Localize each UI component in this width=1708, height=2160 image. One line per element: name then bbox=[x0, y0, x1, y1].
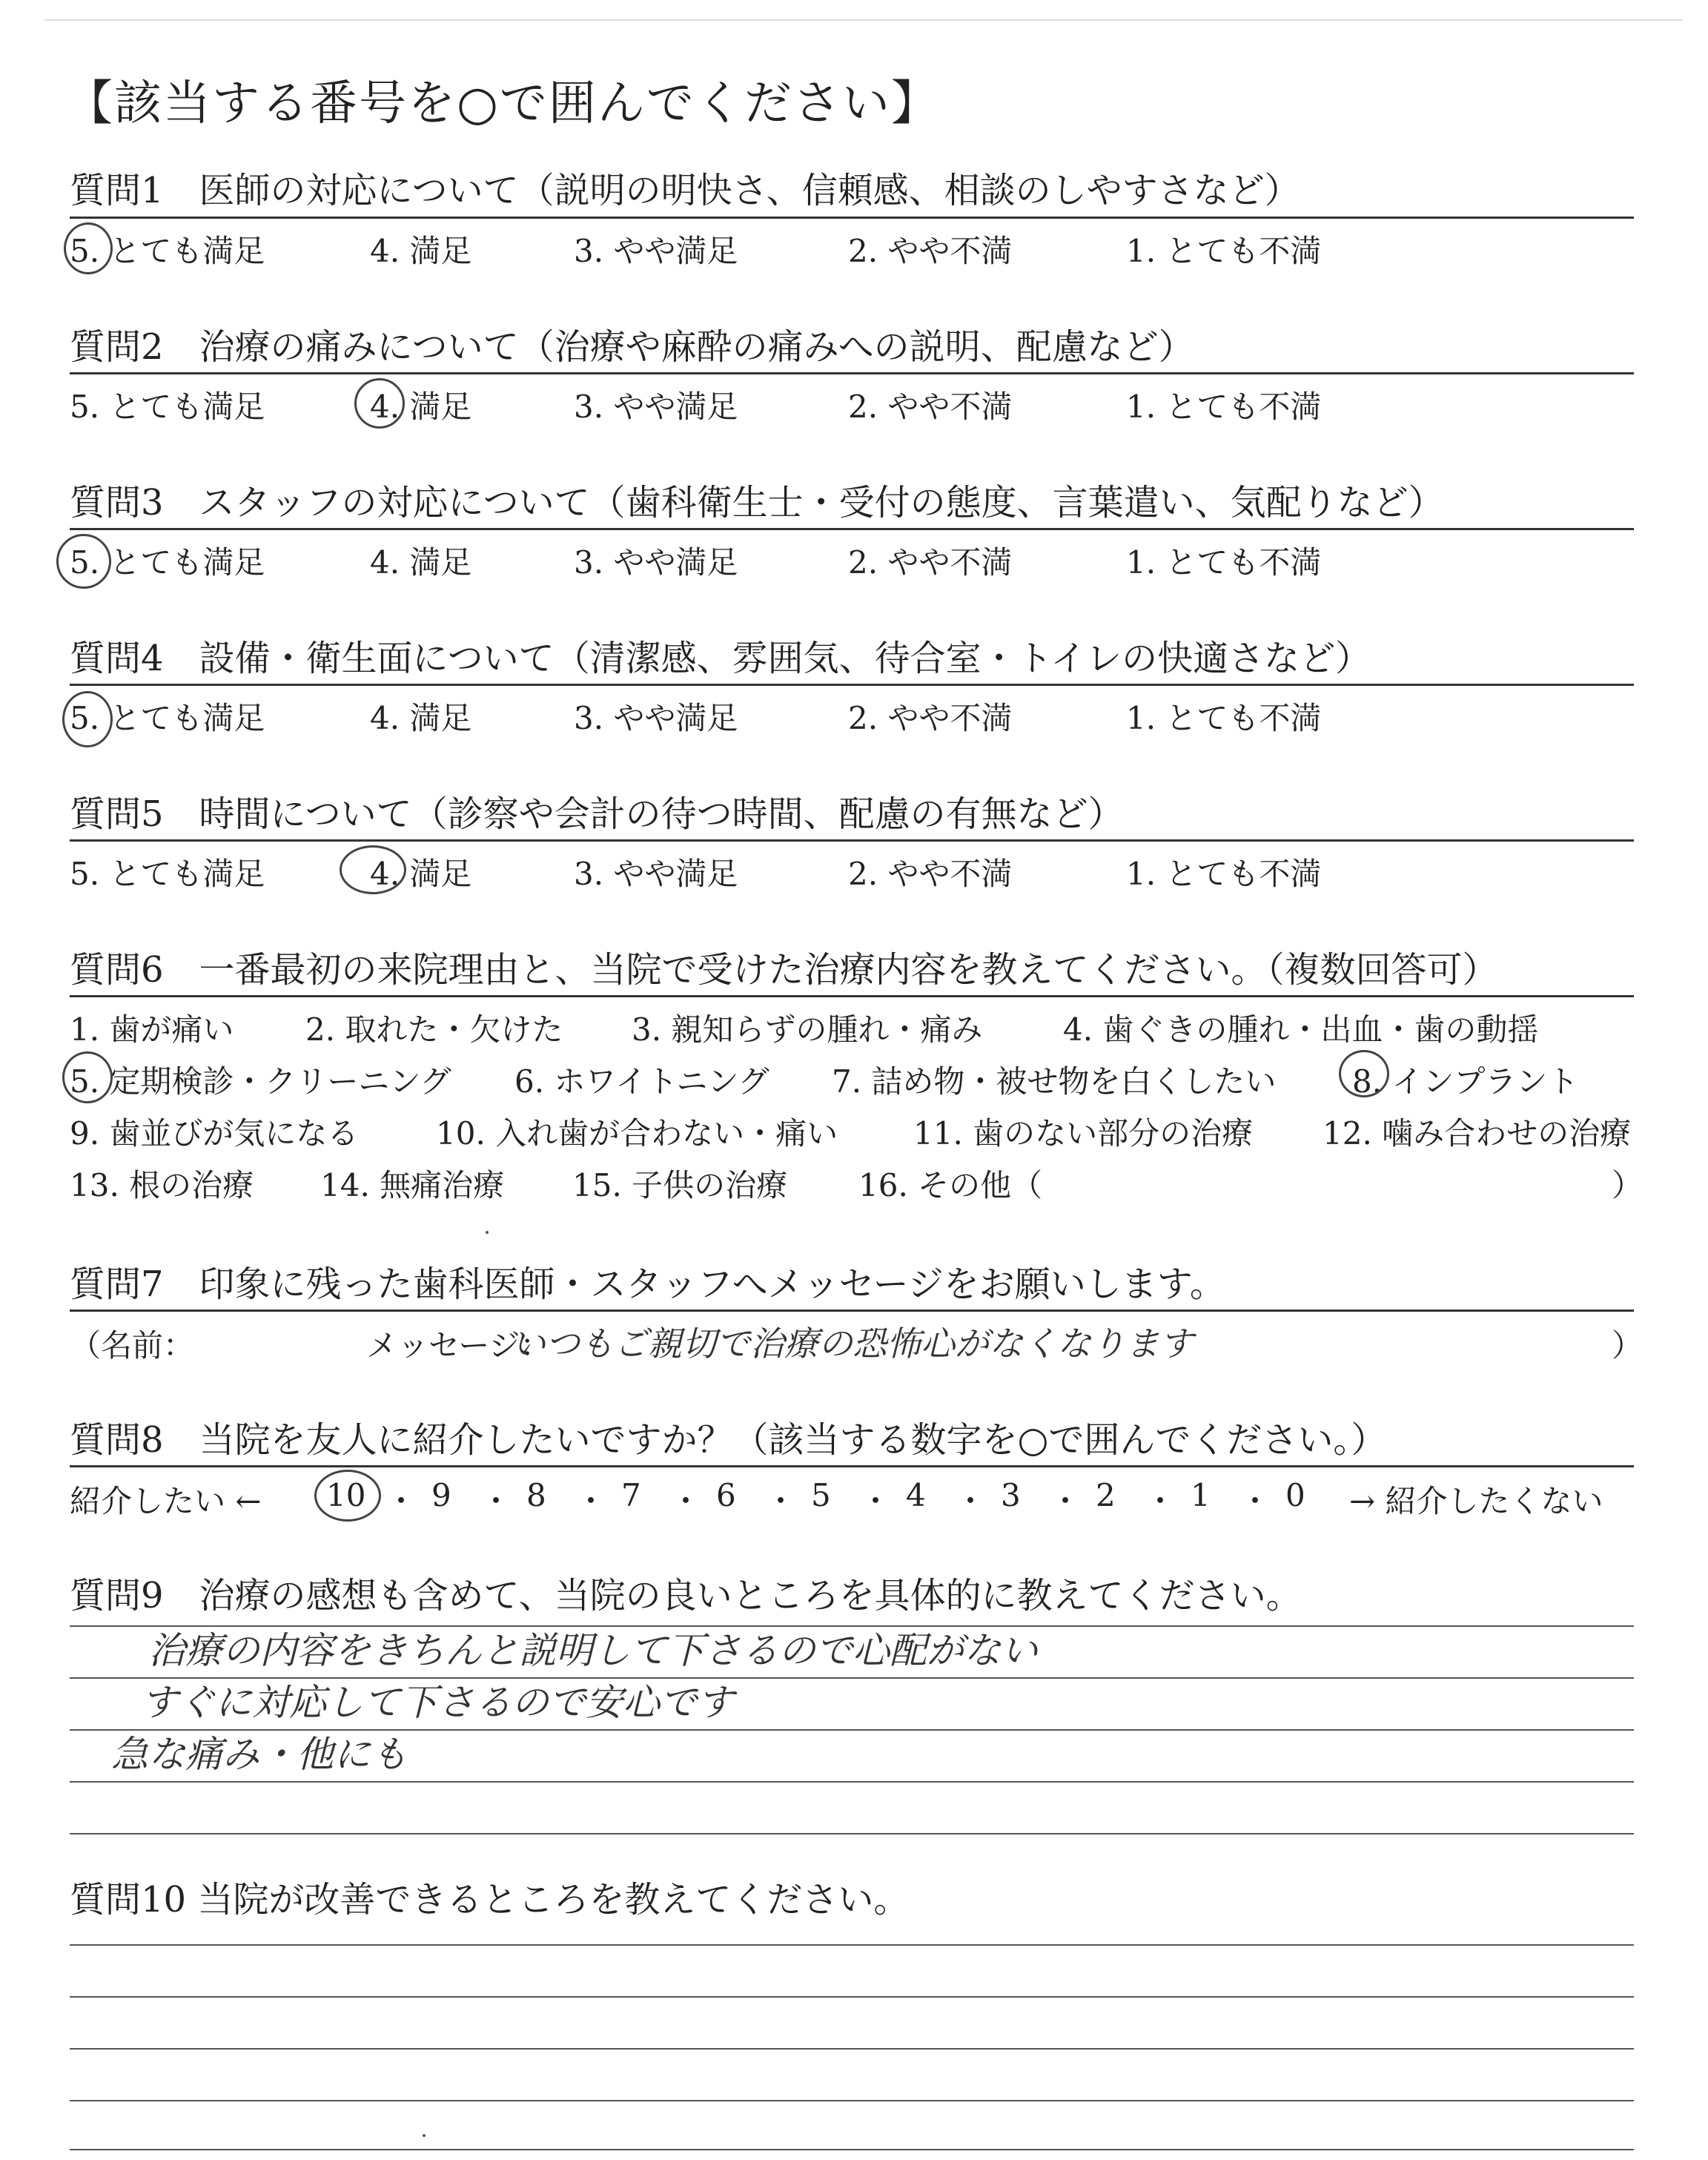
selection-circle bbox=[314, 1470, 381, 1522]
question-9-text: 質問9 治療の感想も含めて、当院の良いところを具体的に教えてください。 bbox=[70, 1575, 1302, 1616]
selection-circle bbox=[340, 845, 406, 894]
reason-16[interactable]: 16. その他（ bbox=[858, 1167, 1043, 1203]
option-4[interactable]: 4. 満足 bbox=[370, 389, 472, 425]
option-2[interactable]: 2. やや不満 bbox=[848, 389, 1013, 425]
reason-14[interactable]: 14. 無痛治療 bbox=[320, 1167, 505, 1203]
selection-circle bbox=[62, 1051, 113, 1103]
handwritten-line-3: 急な痛み・他にも bbox=[111, 1733, 408, 1776]
scan-speck bbox=[423, 2134, 426, 2137]
close-paren: ） bbox=[1612, 1167, 1644, 1203]
question-7-rule bbox=[70, 1309, 1634, 1312]
question-3 bbox=[70, 479, 1634, 526]
question-1-rule bbox=[70, 217, 1634, 219]
question-8 bbox=[70, 1416, 1634, 1464]
question-2 bbox=[70, 323, 1634, 371]
reason-10[interactable]: 10. 入れ歯が合わない・痛い bbox=[436, 1115, 838, 1152]
answer-line bbox=[70, 2048, 1634, 2050]
handwritten-line-2: すぐに対応して下さるので安心です bbox=[141, 1681, 734, 1724]
question-1-text: 質問1 医師の対応について（説明の明快さ、信頼感、相談のしやすさなど） bbox=[70, 170, 1300, 211]
question-4 bbox=[70, 635, 1634, 682]
message-label: メッセージ： bbox=[366, 1327, 552, 1364]
answer-line bbox=[70, 1833, 1634, 1834]
scale-separator: ・ bbox=[765, 1483, 797, 1519]
reason-13[interactable]: 13. 根の治療 bbox=[70, 1167, 254, 1203]
option-5[interactable]: 5. とても満足 bbox=[70, 389, 265, 425]
option-3[interactable]: 3. やや満足 bbox=[574, 389, 738, 425]
question-7 bbox=[70, 1261, 1634, 1308]
selection-circle bbox=[64, 222, 113, 274]
scale-value-8[interactable]: 8 bbox=[526, 1477, 546, 1513]
option-3[interactable]: 3. やや満足 bbox=[574, 700, 738, 736]
reason-6[interactable]: 6. ホワイトニング bbox=[514, 1063, 769, 1100]
instruction-title: 【該当する番号を○で囲んでください】 bbox=[65, 76, 940, 131]
question-1-options bbox=[70, 227, 1634, 271]
handwritten-message: いつもご親切で治療の恐怖心がなくなります bbox=[512, 1324, 1194, 1364]
question-5-text: 質問5 時間について（診察や会計の待つ時間、配慮の有無など） bbox=[70, 793, 1124, 835]
reason-8[interactable]: 8. インプラント bbox=[1352, 1063, 1579, 1100]
option-5[interactable]: 5. とても満足 bbox=[70, 544, 265, 581]
scale-separator: ・ bbox=[955, 1483, 987, 1519]
option-2[interactable]: 2. やや不満 bbox=[848, 856, 1013, 892]
scale-value-7[interactable]: 7 bbox=[621, 1477, 641, 1513]
answer-line bbox=[70, 1996, 1634, 1998]
reason-2[interactable]: 2. 取れた・欠けた bbox=[305, 1011, 563, 1048]
scale-value-3[interactable]: 3 bbox=[1001, 1477, 1021, 1513]
option-4[interactable]: 4. 満足 bbox=[370, 233, 472, 269]
handwritten-line-1: 治療の内容をきちんと説明して下さるので心配がない bbox=[148, 1629, 1038, 1672]
reason-1[interactable]: 1. 歯が痛い bbox=[70, 1011, 234, 1048]
scale-separator: ・ bbox=[670, 1483, 702, 1519]
option-3[interactable]: 3. やや満足 bbox=[574, 544, 738, 581]
question-9 bbox=[70, 1572, 1634, 1619]
question-6 bbox=[70, 946, 1634, 994]
question-5 bbox=[70, 790, 1634, 838]
scale-value-9[interactable]: 9 bbox=[431, 1477, 451, 1513]
reason-11[interactable]: 11. 歯のない部分の治療 bbox=[913, 1115, 1254, 1152]
question-2-text: 質問2 治療の痛みについて（治療や麻酔の痛みへの説明、配慮など） bbox=[70, 326, 1194, 368]
reason-15[interactable]: 15. 子供の治療 bbox=[572, 1167, 788, 1203]
question-4-options bbox=[70, 694, 1634, 739]
reason-3[interactable]: 3. 親知らずの腫れ・痛み bbox=[632, 1011, 983, 1048]
question-2-options bbox=[70, 383, 1634, 427]
answer-line bbox=[70, 1781, 1634, 1783]
scale-value-2[interactable]: 2 bbox=[1096, 1477, 1116, 1513]
question-5-rule bbox=[70, 839, 1634, 842]
recommend-right-label: → 紹介したくない bbox=[1349, 1483, 1603, 1519]
question-7-text: 質問7 印象に残った歯科医師・スタッフへメッセージをお願いします。 bbox=[70, 1264, 1225, 1305]
scale-separator: ・ bbox=[575, 1483, 607, 1519]
option-1[interactable]: 1. とても不満 bbox=[1126, 856, 1322, 892]
option-2[interactable]: 2. やや不満 bbox=[848, 700, 1013, 736]
question-5-options bbox=[70, 850, 1634, 894]
option-4[interactable]: 4. 満足 bbox=[370, 544, 472, 581]
question-6-text: 質問6 一番最初の来院理由と、当院で受けた治療内容を教えてください。（複数回答可） bbox=[70, 949, 1498, 991]
reason-9[interactable]: 9. 歯並びが気になる bbox=[70, 1115, 359, 1152]
scale-separator: ・ bbox=[385, 1483, 417, 1519]
selection-circle bbox=[56, 534, 111, 589]
answer-line bbox=[70, 1944, 1634, 1946]
option-2[interactable]: 2. やや不満 bbox=[848, 233, 1013, 269]
option-3[interactable]: 3. やや満足 bbox=[574, 856, 738, 892]
selection-circle bbox=[1339, 1050, 1389, 1097]
selection-circle bbox=[354, 378, 405, 429]
scale-value-1[interactable]: 1 bbox=[1191, 1477, 1211, 1513]
reason-7[interactable]: 7. 詰め物・被せ物を白くしたい bbox=[832, 1063, 1277, 1100]
scale-value-0[interactable]: 0 bbox=[1285, 1477, 1305, 1513]
option-5[interactable]: 5. とても満足 bbox=[70, 856, 265, 892]
option-5[interactable]: 5. とても満足 bbox=[70, 700, 265, 736]
scale-value-6[interactable]: 6 bbox=[716, 1477, 736, 1513]
scale-value-4[interactable]: 4 bbox=[906, 1477, 926, 1513]
option-4[interactable]: 4. 満足 bbox=[370, 700, 472, 736]
question-4-text: 質問4 設備・衛生面について（清潔感、雰囲気、待合室・トイレの快適さなど） bbox=[70, 638, 1371, 679]
selection-circle bbox=[62, 691, 113, 747]
scan-speck bbox=[486, 1231, 489, 1234]
option-2[interactable]: 2. やや不満 bbox=[848, 544, 1013, 581]
option-1[interactable]: 1. とても不満 bbox=[1126, 233, 1322, 269]
question-3-options bbox=[70, 538, 1634, 583]
name-label: （名前： bbox=[70, 1327, 195, 1364]
option-1[interactable]: 1. とても不満 bbox=[1126, 544, 1322, 581]
scale-separator: ・ bbox=[1145, 1483, 1176, 1519]
question-4-rule bbox=[70, 684, 1634, 686]
option-4[interactable]: 4. 満足 bbox=[370, 856, 472, 892]
question-6-rule bbox=[70, 995, 1634, 997]
reason-5[interactable]: 5. 定期検診・クリーニング bbox=[70, 1063, 451, 1100]
question-10 bbox=[70, 1876, 1634, 1923]
scale-value-5[interactable]: 5 bbox=[811, 1477, 831, 1513]
answer-line bbox=[70, 2149, 1634, 2150]
option-3[interactable]: 3. やや満足 bbox=[574, 233, 738, 269]
scale-separator: ・ bbox=[480, 1483, 512, 1519]
question-3-text: 質問3 スタッフの対応について（歯科衛生士・受付の態度、言葉遣い、気配りなど） bbox=[70, 482, 1444, 524]
scale-separator: ・ bbox=[860, 1483, 892, 1519]
option-5[interactable]: 5. とても満足 bbox=[70, 233, 265, 269]
reason-4[interactable]: 4. 歯ぐきの腫れ・出血・歯の動揺 bbox=[1063, 1011, 1539, 1048]
question-8-rule bbox=[70, 1465, 1634, 1467]
recommend-left-label: 紹介したい ← bbox=[70, 1483, 262, 1519]
option-1[interactable]: 1. とても不満 bbox=[1126, 389, 1322, 425]
reason-12[interactable]: 12. 噛み合わせの治療 bbox=[1323, 1115, 1632, 1152]
scale-separator: ・ bbox=[1050, 1483, 1082, 1519]
scale-separator: ・ bbox=[1239, 1483, 1271, 1519]
question-2-rule bbox=[70, 372, 1634, 374]
question-1 bbox=[70, 167, 1634, 214]
close-paren: ） bbox=[1612, 1327, 1644, 1364]
option-1[interactable]: 1. とても不満 bbox=[1126, 700, 1322, 736]
answer-line bbox=[70, 2100, 1634, 2101]
question-8-text: 質問8 当院を友人に紹介したいですか？（該当する数字を○で囲んでください。） bbox=[70, 1419, 1387, 1461]
scale-value-10[interactable]: 10 bbox=[326, 1477, 366, 1513]
top-border bbox=[44, 19, 1683, 21]
question-10-text: 質問10 当院が改善できるところを教えてください。 bbox=[70, 1879, 910, 1920]
question-3-rule bbox=[70, 528, 1634, 530]
